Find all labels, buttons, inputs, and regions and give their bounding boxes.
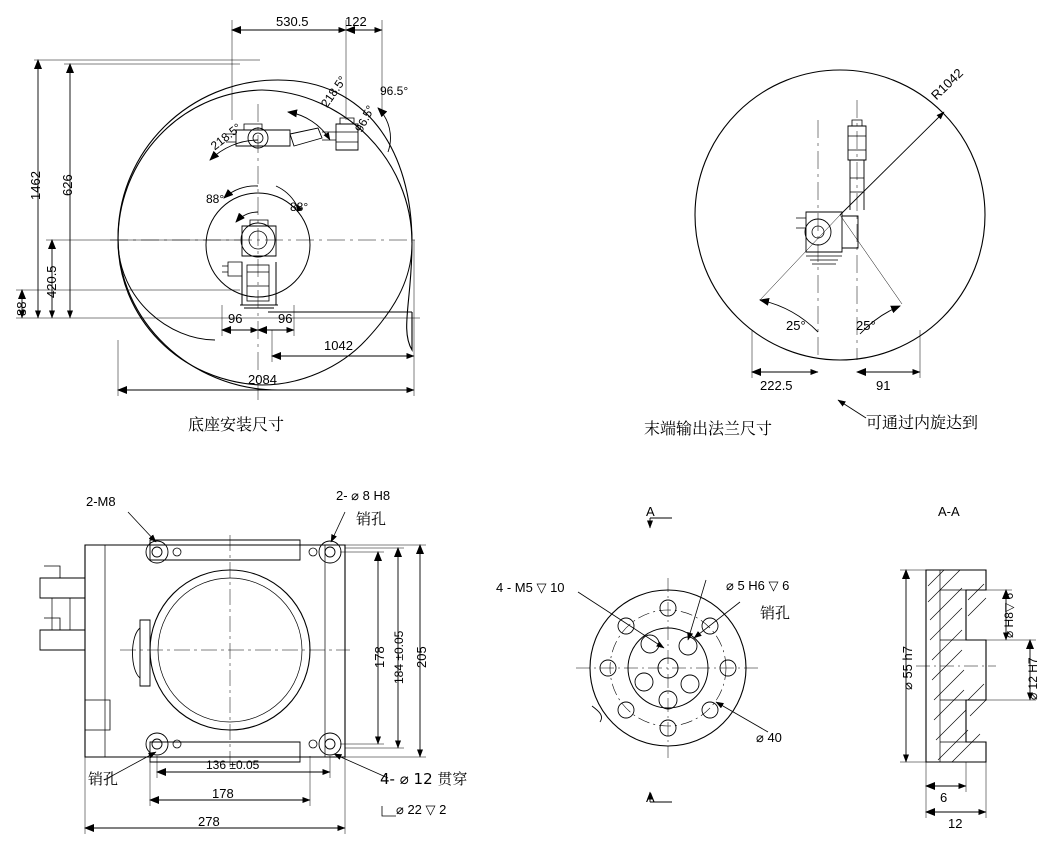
dim-184: 184 ±0.05	[392, 630, 406, 684]
dim-96-b: 96	[278, 311, 293, 326]
angle-218-5-b: 218.5°	[318, 73, 350, 111]
dim-r1042: R1042	[928, 65, 966, 103]
dim-530-5: 530.5	[276, 14, 309, 29]
angle-88-b: 88°	[290, 200, 309, 214]
angle-96-5-b: 96.5°	[352, 103, 378, 135]
dim-122: 122	[345, 14, 367, 29]
angle-25-a: 25°	[786, 318, 806, 333]
callout-d5-h6: ⌀ 5 H6 ▽ 6	[726, 578, 790, 593]
dim-d12-h7: ⌀ 12 H7	[1026, 657, 1040, 700]
view-end-flange	[695, 70, 985, 418]
dim-2084: 2084	[248, 372, 277, 387]
view-flange-front	[576, 518, 768, 802]
callout-4-m5: 4 - M5 ▽ 10	[496, 580, 565, 595]
callout-pin-hole-bottom: 销孔	[88, 770, 119, 788]
dim-420-5: 420.5	[44, 265, 59, 298]
dim-h8-depth6: ⌀ H8▽ 6	[1002, 592, 1016, 638]
section-mark-a-bottom: A	[646, 790, 655, 805]
view-base-mounting	[16, 20, 420, 400]
callout-2-m8: 2-M8	[86, 494, 116, 509]
callout-pin-hole-flange: 销孔	[760, 604, 791, 622]
angle-96-5-a: 96.5°	[380, 84, 409, 98]
angle-25-b: 25°	[856, 318, 876, 333]
caption-base-mounting: 底座安装尺寸	[188, 415, 285, 434]
dim-136: 136 ±0.05	[206, 758, 260, 772]
callout-2-d8-h8: 2- ⌀ 8 H8	[336, 488, 391, 503]
dim-91: 91	[876, 378, 891, 393]
dim-1042: 1042	[324, 338, 353, 353]
dim-6: 6	[940, 790, 948, 805]
dim-178-vertical: 178	[372, 646, 387, 668]
caption-end-flange: 末端输出法兰尺寸	[644, 419, 773, 438]
angle-88-a: 88°	[206, 192, 225, 206]
dim-d55-h7: ⌀ 55 h7	[900, 646, 915, 690]
note-reach: 可通过内旋达到	[866, 413, 979, 432]
dim-626: 626	[60, 174, 75, 196]
dim-d40: ⌀ 40	[756, 730, 782, 745]
dim-1462: 1462	[28, 171, 43, 200]
callout-d22-depth2: ⌀ 22 ▽ 2	[396, 802, 447, 817]
dim-96-a: 96	[228, 311, 243, 326]
section-title-aa: A-A	[938, 504, 960, 519]
angle-218-5-a: 218.5°	[208, 120, 245, 154]
dim-278: 278	[198, 814, 220, 829]
section-mark-a-top: A	[646, 504, 655, 519]
dim-12: 12	[948, 816, 963, 831]
callout-4-d12-thru: 4- ⌀ 12 贯穿	[380, 770, 468, 788]
dim-222-5: 222.5	[760, 378, 793, 393]
dim-178-horizontal: 178	[212, 786, 234, 801]
callout-pin-hole-top: 销孔	[356, 510, 387, 528]
dim-205: 205	[414, 646, 429, 668]
dim-88: 88	[14, 301, 29, 316]
